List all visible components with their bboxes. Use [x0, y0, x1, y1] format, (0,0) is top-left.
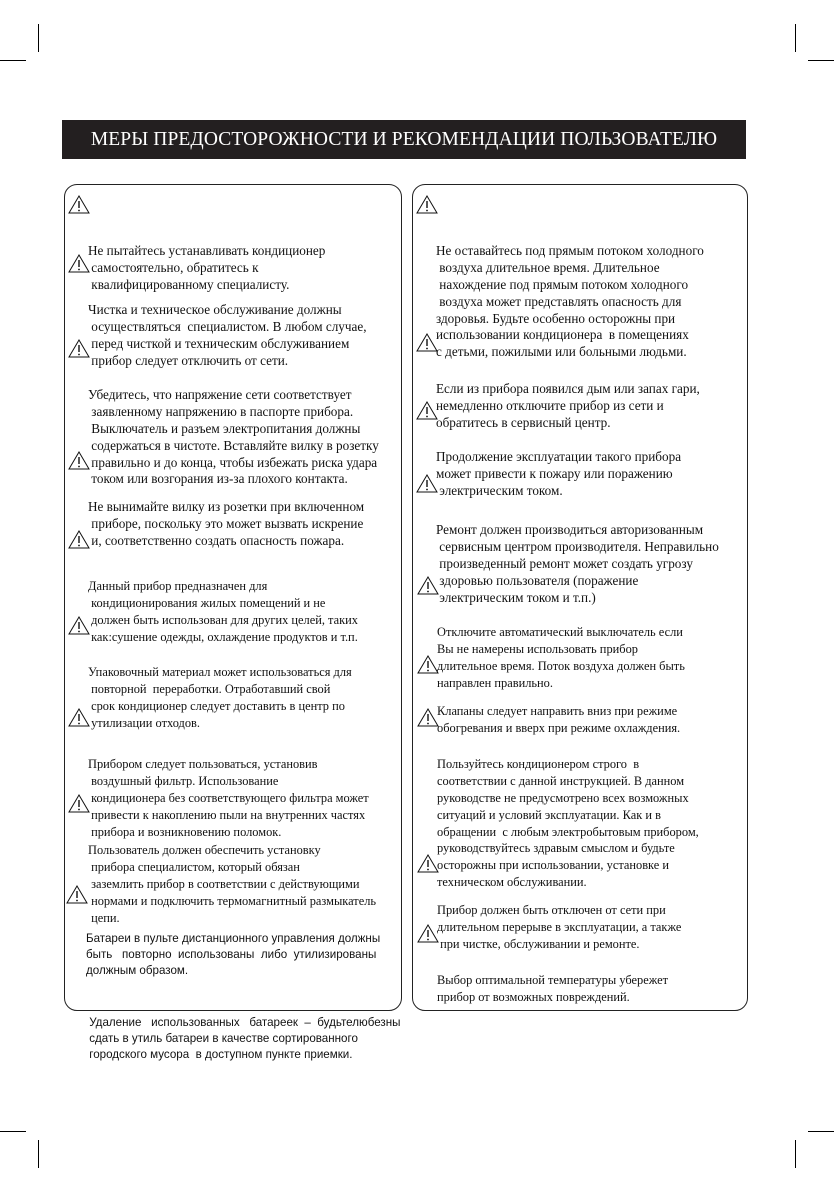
crop-mark: [795, 24, 796, 52]
warning-triangle-icon: [416, 195, 438, 214]
warning-triangle-icon: [417, 655, 439, 674]
warning-triangle-icon: [417, 854, 439, 873]
precaution-text: Продолжение эксплуатации такого прибора может привести к пожару или поражению электрическим током.: [436, 449, 682, 498]
warning-triangle-icon: [68, 451, 90, 470]
precaution-text: Выбор оптимальной температуры убережет прибор от возможных повреждений.: [437, 973, 669, 1005]
precaution-text: Отключите автоматический выключатель если Вы не намерены использовать прибор длительное время. Поток воздуха должен быть направлен правильно.: [437, 625, 685, 690]
precaution-item: [86, 883, 400, 1079]
page-title: МЕРЫ ПРЕДОСТОРОЖНОСТИ И РЕКОМЕНДАЦИИ ПОЛЬЗОВАТЕЛЮ: [62, 120, 746, 159]
crop-mark: [38, 1140, 39, 1168]
precaution-text: Пользуйтесь кондиционером строго в соответствии с данной инструкцией. В данном руководстве не предусмотрено всех возможных ситуаций и условий эксплуатации. Как и в обращении с любым электробытовым прибором, руководствуйтесь здравым смыслом и будьте осторожны при использовании, установке и техническом обслуживании.: [437, 757, 699, 889]
warning-triangle-icon: [416, 333, 438, 352]
warning-triangle-icon: [68, 616, 90, 635]
warning-triangle-icon: [416, 474, 438, 493]
precaution-text: Клапаны следует направить вниз при режиме обогревания и вверх при режиме охлаждения.: [437, 704, 681, 736]
precaution-text: Чистка и техническое обслуживание должны осуществляться специалистом. В любом случае, перед чисткой и техническим обслуживанием прибор следует отключить от сети.: [88, 302, 367, 368]
warning-triangle-icon: [68, 708, 90, 727]
crop-mark: [0, 1131, 26, 1132]
precaution-subtext: Удаление использованных батареек – будьтелюбезны сдать в утиль батареи в качестве сортированного городского мусора в доступном пункте приемки.: [89, 1016, 401, 1061]
precaution-text: Данный прибор предназначен для кондиционирования жилых помещений и не должен быть использован для других целей, таких как:сушение одежды, охлаждение продуктов и т.п.: [88, 579, 358, 644]
crop-mark: [38, 24, 39, 52]
precaution-text: Если из прибора появился дым или запах гари, немедленно отключите прибор из сети и обратитесь в сервисный центр.: [436, 381, 700, 430]
precaution-text: Ремонт должен производиться авторизованным сервисным центром производителя. Неправильно произведенный ремонт может создать угрозу здоровью пользователя (поражение электрическим током и т.п.): [436, 522, 719, 605]
precaution-text: Не пытайтесь устанавливать кондиционер самостоятельно, обратитесь к квалифицированному специалисту.: [88, 243, 326, 292]
precaution-text: Пользователь должен обеспечить установку прибора специалистом, который обязан заземлить прибор в соответствии с действующими нормами и подключить термомагнитный размыкатель цепи.: [88, 843, 377, 925]
precaution-item: [437, 922, 668, 1023]
crop-mark: [795, 1140, 796, 1168]
warning-triangle-icon: [68, 530, 90, 549]
precaution-text: Убедитесь, что напряжение сети соответствует заявленному напряжению в паспорте прибора. Выключатель и разъем электропитания должны содержаться в чистоте. Вставляйте вилку в розетку правильно и до конца, чтобы избежать риска удара током или возгорания из-за плохого контакта.: [88, 387, 379, 487]
warning-triangle-icon: [416, 401, 438, 420]
precaution-text: Не вынимайте вилку из розетки при включенном приборе, поскольку это может вызвать искрение и, соответственно создать опасность пожара.: [88, 499, 365, 548]
warning-triangle-icon: [66, 885, 88, 904]
warning-triangle-icon: [68, 339, 90, 358]
warning-triangle-icon: [417, 708, 439, 727]
warning-triangle-icon: [417, 576, 439, 595]
precaution-text: Упаковочный материал может использоваться для повторной переработки. Отработавший свой срок кондиционер следует доставить в центр по утилизации отходов.: [88, 665, 352, 730]
precaution-text: Не оставайтесь под прямым потоком холодного воздуха длительное время. Длительное нахождение под прямым потоком холодного воздуха может представлять опасность для здоровья. Будьте особенно осторожны при использовании кондиционера в помещениях с детьми, пожилыми или больными людьми.: [436, 243, 704, 360]
crop-mark: [808, 1131, 834, 1132]
crop-mark: [808, 60, 834, 61]
warning-triangle-icon: [68, 195, 90, 214]
warning-triangle-icon: [68, 254, 90, 273]
precaution-text: Прибор должен быть отключен от сети при длительном перерыве в эксплуатации, а также при чистке, обслуживании и ремонте.: [437, 903, 682, 951]
precaution-text: Батареи в пульте дистанционного управления должны быть повторно использованы либо утилизированы должным образом.: [86, 932, 381, 977]
precaution-text: Прибором следует пользоваться, установив воздушный фильтр. Использование кондиционера без соответствующего фильтра может привести к накоплению пыли на внутренних частях прибора и возникновению поломок.: [88, 757, 369, 839]
crop-mark: [0, 60, 26, 61]
warning-triangle-icon: [417, 924, 439, 943]
warning-triangle-icon: [68, 794, 90, 813]
